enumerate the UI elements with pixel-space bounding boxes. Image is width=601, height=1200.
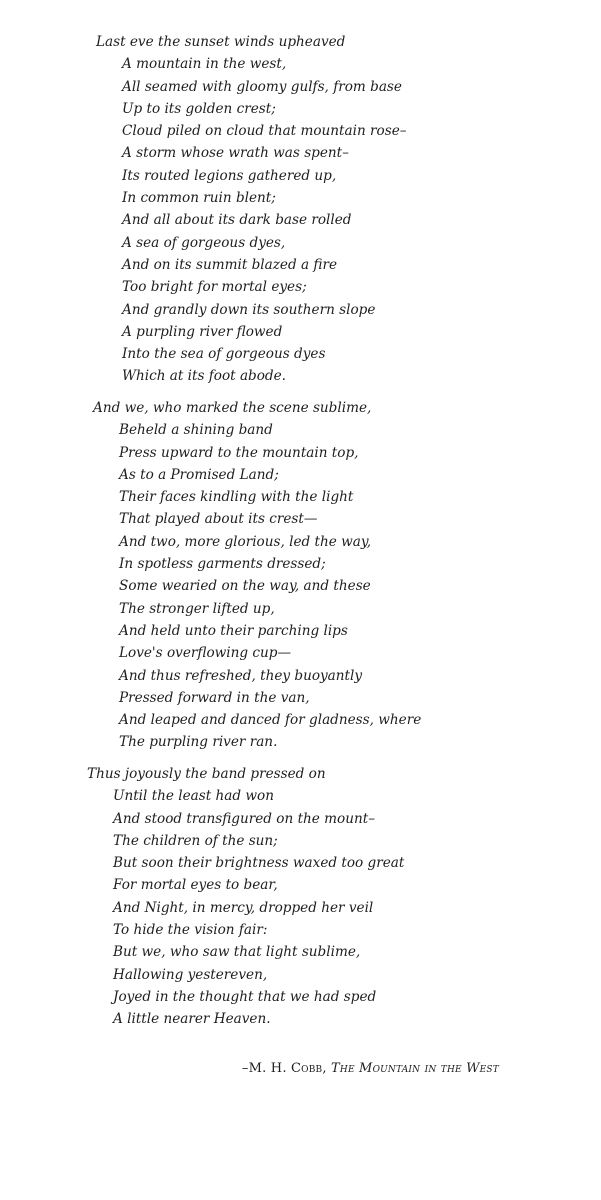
author-name: M. H. Cobb	[248, 1061, 323, 1076]
poem-line: Last eve the sunset winds upheaved	[96, 34, 346, 50]
poem-line: A little nearer Heaven.	[113, 1011, 271, 1028]
poem-line: Which at its foot abode.	[122, 368, 287, 385]
stanza-2	[0, 397, 601, 754]
poem-line: For mortal eyes to bear,	[113, 877, 278, 894]
poem-line: A storm whose wrath was spent–	[122, 145, 349, 162]
poem-line: Its routed legions gathered up,	[122, 167, 337, 184]
attribution-separator: ,	[322, 1061, 332, 1076]
poem-line: In common ruin blent;	[122, 190, 276, 207]
poem-line: Up to its golden crest;	[122, 100, 276, 117]
poem-line: Pressed forward in the van,	[119, 689, 310, 706]
attribution	[242, 1060, 499, 1078]
poem-line: Some wearied on the way, and these	[119, 578, 371, 595]
poem-line: Press upward to the mountain top,	[119, 444, 359, 461]
poem-line: Too bright for mortal eyes;	[122, 279, 307, 296]
poem-line: A purpling river flowed	[122, 323, 283, 340]
attribution-dash: –	[241, 1061, 249, 1076]
poem-line: That played about its crest—	[119, 511, 318, 528]
poem-line: Until the least had won	[113, 788, 274, 805]
poem-line: All seamed with gloomy gulfs, from base	[122, 78, 402, 95]
poem-line: And stood transfigured on the mount–	[113, 810, 375, 827]
poem-line: Thus joyously the band pressed on	[87, 766, 326, 782]
poem-line: Cloud piled on cloud that mountain rose–	[122, 123, 407, 140]
poem-line: A mountain in the west,	[122, 56, 287, 73]
poem-line: Beheld a shining band	[119, 422, 273, 439]
poem-line: In spotless garments dressed;	[119, 556, 326, 573]
poem-line: The stronger lifted up,	[119, 600, 275, 617]
stanza-3	[0, 763, 601, 1031]
poem-line: The purpling river ran.	[119, 734, 278, 751]
poem-line: As to a Promised Land;	[119, 466, 279, 483]
stanza-1	[0, 31, 601, 388]
poem-line: And Night, in mercy, dropped her veil	[113, 899, 374, 916]
poem-line: And two, more glorious, led the way,	[119, 533, 372, 550]
poem-line: And we, who marked the scene sublime,	[93, 400, 372, 416]
poem-line: And held unto their parching lips	[119, 622, 348, 639]
poem-line: To hide the vision fair:	[113, 922, 268, 939]
poem-line: Their faces kindling with the light	[119, 489, 354, 506]
poem-line: Joyed in the thought that we had sped	[113, 988, 377, 1005]
poem-line: But we, who saw that light sublime,	[113, 944, 361, 961]
poem-line: But soon their brightness waxed too great	[113, 855, 405, 872]
poem-line: And grandly down its southern slope	[122, 301, 376, 318]
poem-line: Hallowing yestereven,	[113, 966, 268, 983]
poem-line: The children of the sun;	[113, 832, 278, 849]
poem-title: The Mountain in the West	[331, 1061, 499, 1076]
poem-line: A sea of gorgeous dyes,	[122, 234, 286, 251]
poem-line: And leaped and danced for gladness, where	[119, 712, 422, 729]
poem-line: And thus refreshed, they buoyantly	[119, 667, 363, 684]
poem-line: Love's overflowing cup—	[119, 645, 292, 662]
poem-line: And on its summit blazed a fire	[122, 256, 338, 273]
poem-line: Into the sea of gorgeous dyes	[122, 346, 326, 363]
poem-line: And all about its dark base rolled	[122, 212, 352, 229]
